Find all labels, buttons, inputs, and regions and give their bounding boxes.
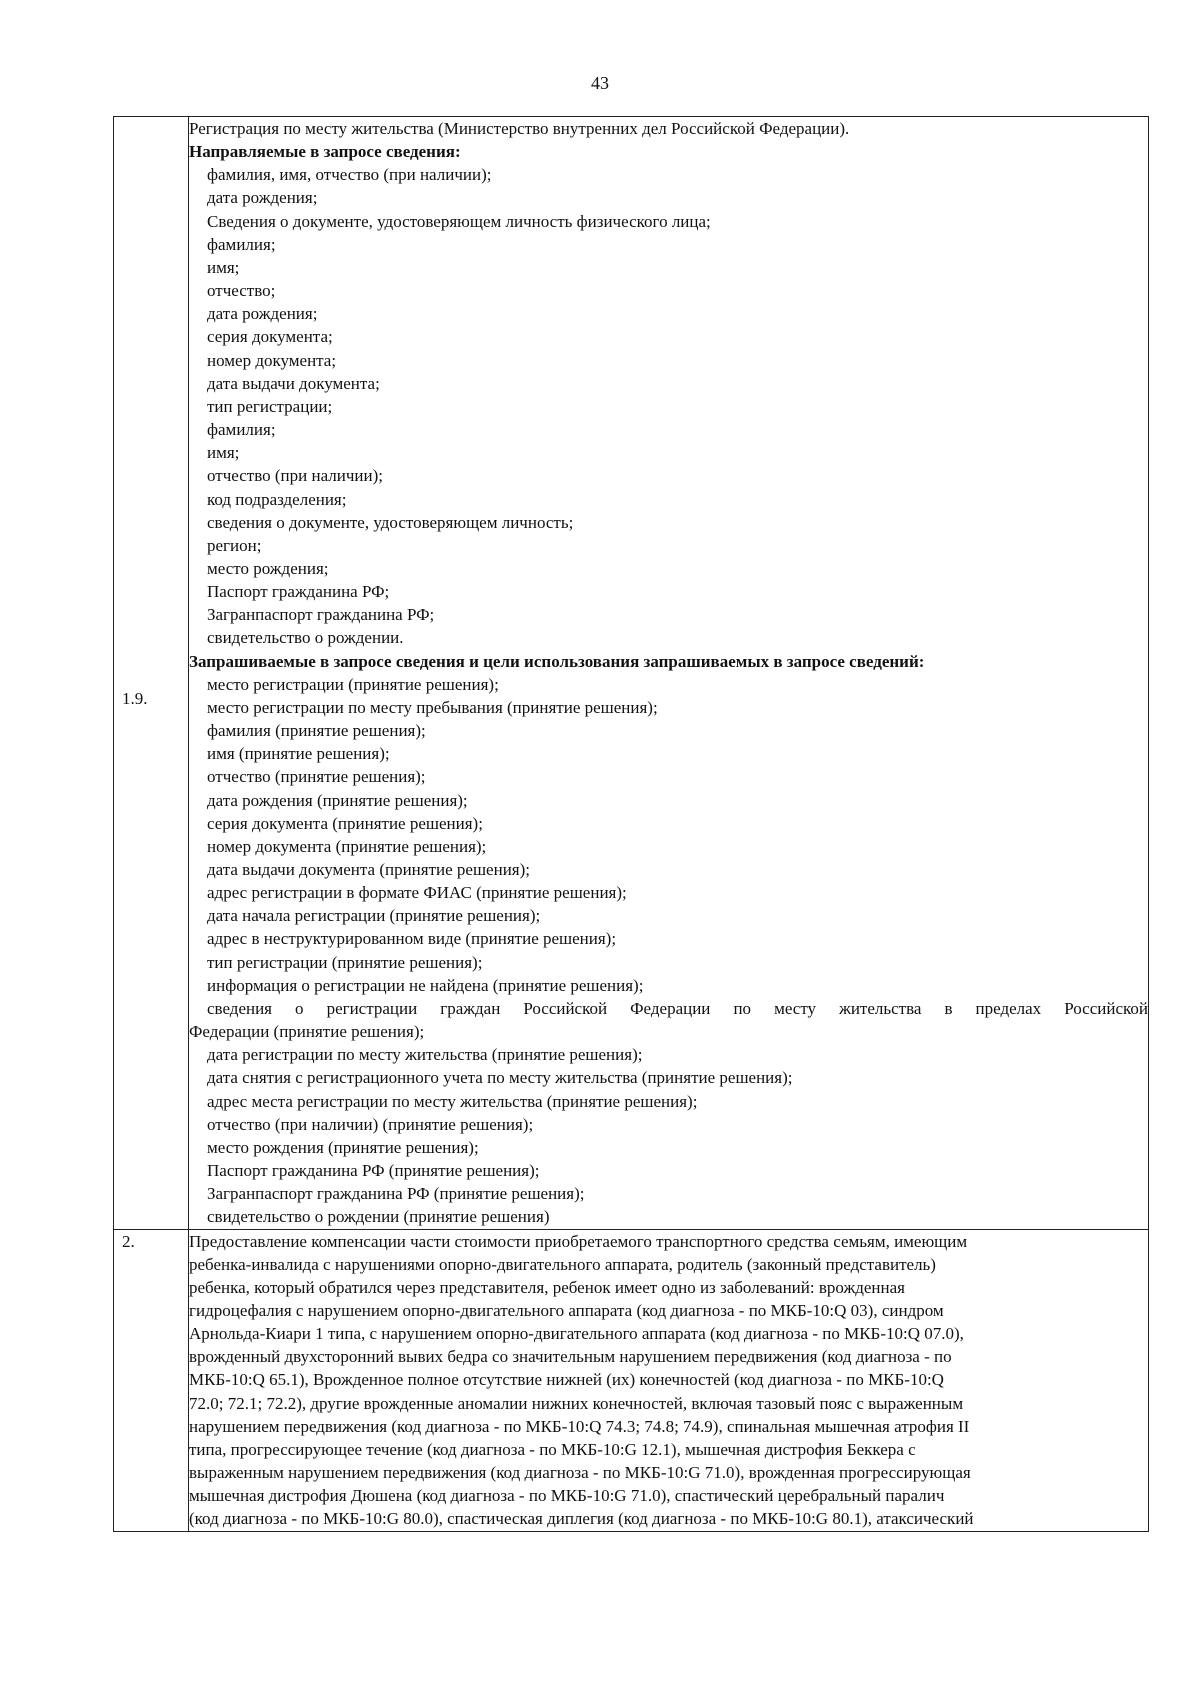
description-line: мышечная дистрофия Дюшена (код диагноза - по МКБ-10:G 71.0), спастический церебральный паралич	[189, 1486, 945, 1506]
list-item: Загранпаспорт гражданина РФ (принятие решения);	[207, 1184, 585, 1204]
table-row-1-9	[114, 117, 1149, 1230]
list-item: дата снятия с регистрационного учета по месту жительства (принятие решения);	[207, 1068, 793, 1088]
list-item: Паспорт гражданина РФ;	[207, 582, 390, 602]
requested-heading: Запрашиваемые в запросе сведения и цели использования запрашиваемых в запросе сведений:	[189, 651, 925, 671]
page-number: 43	[591, 73, 609, 93]
list-item: имя;	[207, 443, 240, 463]
list-item: номер документа;	[207, 350, 337, 370]
list-item: дата регистрации по месту жительства (принятие решения);	[207, 1045, 643, 1065]
list-item: отчество (принятие решения);	[207, 767, 426, 787]
description-line: Арнольда-Киари 1 типа, с нарушением опорно-двигательного аппарата (код диагноза - по МКБ-10:Q 07.0),	[189, 1324, 964, 1344]
list-item: сведения о документе, удостоверяющем личность;	[207, 512, 574, 532]
list-item: место регистрации по месту пребывания (принятие решения);	[207, 697, 658, 717]
list-item: регион;	[207, 535, 262, 555]
list-item: дата выдачи документа (принятие решения);	[207, 860, 530, 879]
list-item: тип регистрации;	[207, 396, 333, 416]
list-item: дата рождения;	[207, 304, 318, 324]
list-item: свидетельство о рождении.	[207, 628, 404, 648]
list-item: фамилия (принятие решения);	[207, 721, 426, 741]
row-number: 2.	[122, 1231, 135, 1251]
list-item: имя (принятие решения);	[207, 744, 390, 764]
list-item: место рождения;	[207, 558, 329, 578]
row-content-cell	[189, 117, 1149, 1230]
service-description	[189, 1230, 1148, 1531]
row-number-cell	[114, 117, 189, 1230]
list-item: адрес в неструктурированном виде (принятие решения);	[207, 929, 617, 949]
row-number: 1.9.	[122, 689, 148, 708]
list-item: сведения о регистрации граждан Российской Федерации по месту жительства в пределах Российской	[207, 998, 1148, 1018]
list-item: информация о регистрации не найдена (принятие решения);	[207, 975, 644, 995]
list-item: дата рождения;	[207, 188, 318, 208]
description-line: нарушением передвижения (код диагноза - по МКБ-10:Q 74.3; 74.8; 74.9), спинальная мышечная атрофия II	[189, 1416, 970, 1436]
list-item: место рождения (принятие решения);	[207, 1137, 479, 1157]
description-line: 72.0; 72.1; 72.2), другие врожденные аномалии нижних конечностей, включая тазовый пояс с выраженным	[189, 1393, 964, 1413]
description-line: (код диагноза - по МКБ-10:G 80.0), спастическая диплегия (код диагноза - по МКБ-10:G 80.1), атаксический	[189, 1509, 974, 1529]
description-line: гидроцефалия с нарушением опорно-двигательного аппарата (код диагноза - по МКБ-10:Q 03), синдром	[189, 1300, 944, 1320]
description-line: Предоставление компенсации части стоимости приобретаемого транспортного средства семьям, имеющим	[189, 1231, 968, 1251]
service-title: Регистрация по месту жительства (Министерство внутренних дел Российской Федерации).	[189, 119, 850, 138]
list-item: Сведения о документе, удостоверяющем личность физического лица;	[207, 211, 711, 231]
list-item: тип регистрации (принятие решения);	[207, 952, 483, 972]
list-item: дата начала регистрации (принятие решения);	[207, 906, 541, 926]
list-item: отчество (при наличии) (принятие решения);	[207, 1114, 534, 1134]
list-item: имя;	[207, 257, 240, 277]
list-item: место регистрации (принятие решения);	[207, 674, 499, 694]
list-item: серия документа;	[207, 327, 333, 347]
row-content-cell	[189, 1229, 1149, 1531]
list-item: код подразделения;	[207, 489, 347, 509]
description-line: МКБ-10:Q 65.1), Врожденное полное отсутствие нижней (их) конечностей (код диагноза - по МКБ-10:Q	[189, 1370, 944, 1390]
list-item: отчество;	[207, 281, 276, 301]
description-line: типа, прогрессирующее течение (код диагноза - по МКБ-10:G 12.1), мышечная дистрофия Беккера с	[189, 1439, 916, 1459]
description-line: выраженным нарушением передвижения (код диагноза - по МКБ-10:G 71.0), врожденная прогрессирующая	[189, 1463, 971, 1483]
list-item: свидетельство о рождении (принятие решения)	[207, 1207, 550, 1227]
requested-list	[189, 673, 1148, 997]
list-item: Загранпаспорт гражданина РФ;	[207, 605, 435, 625]
list-item: дата выдачи документа;	[207, 373, 380, 393]
sent-list	[189, 163, 1148, 649]
sent-heading: Направляемые в запросе сведения:	[189, 142, 461, 162]
description-line: ребенка, который обратился через представителя, ребенок имеет одно из заболеваний: врожденная	[189, 1277, 905, 1297]
list-item: отчество (при наличии);	[207, 466, 383, 486]
table-row-2	[114, 1229, 1149, 1531]
list-item: Паспорт гражданина РФ (принятие решения);	[207, 1161, 540, 1181]
list-item-continuation: Федерации (принятие решения);	[189, 1022, 425, 1042]
list-item: номер документа (принятие решения);	[207, 836, 487, 856]
description-line: врожденный двухсторонний вывих бедра со значительным нарушением передвижения (код диагноза - по	[189, 1347, 952, 1367]
list-item: серия документа (принятие решения);	[207, 813, 483, 833]
list-item: адрес места регистрации по месту жительства (принятие решения);	[207, 1091, 698, 1111]
list-item: фамилия;	[207, 420, 276, 440]
list-item: адрес регистрации в формате ФИАС (принятие решения);	[207, 883, 627, 903]
list-item: фамилия, имя, отчество (при наличии);	[207, 165, 492, 185]
description-line: ребенка-инвалида с нарушениями опорно-двигательного аппарата, родитель (законный представитель)	[189, 1254, 936, 1274]
requested-list-continued	[189, 1043, 1148, 1228]
list-item: дата рождения (принятие решения);	[207, 790, 468, 810]
row-number-cell	[114, 1229, 189, 1531]
list-item: фамилия;	[207, 234, 276, 254]
services-table	[113, 116, 1149, 1532]
